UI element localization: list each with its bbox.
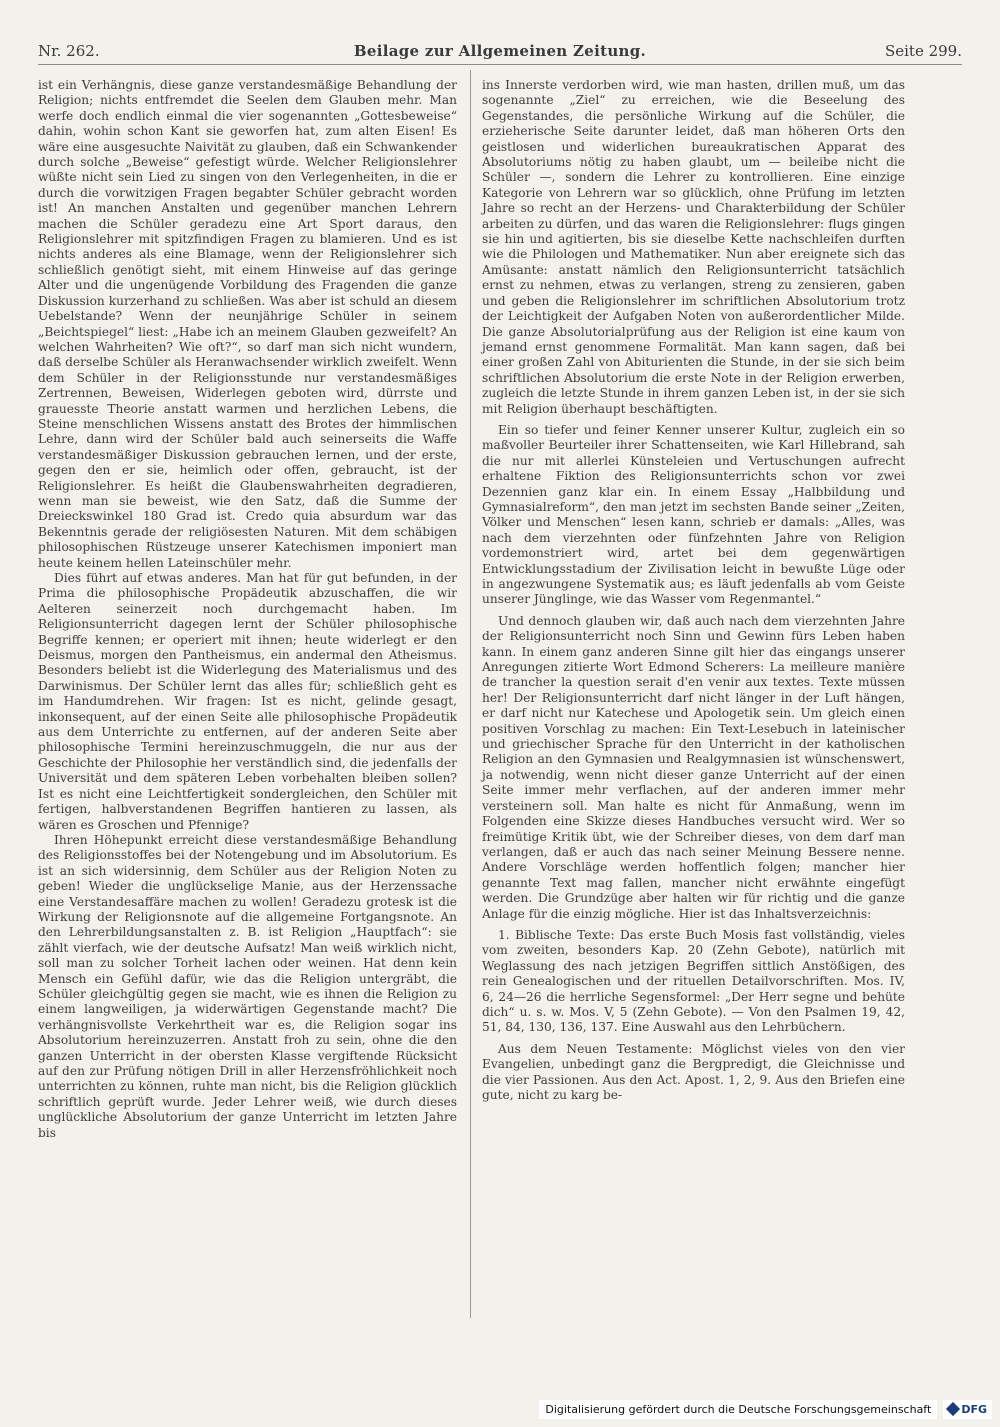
column-divider — [470, 70, 471, 1318]
issue-number: Nr. 262. — [38, 42, 100, 60]
paragraph: ins Innerste verdorben wird, wie man hasten, drillen muß, um das sogenannte „Ziel“ zu erreichen, wie die Beseelung des Gegenstandes, die persönliche Wirkung auf die Schüler, die erzieherische Seite darunter leidet, daß man höheren Orts den geistlosen und widerlichen bureaukratischen Apparat des Absolutoriums nötig zu haben glaubt, um — beileibe nicht die Schüler —, sondern die Lehrer zu kontrollieren. Eine einzige Kategorie von Lehrern war so glücklich, ohne Prüfung im letzten Jahre so recht an der Herzens- und Charakterbildung der Schüler arbeiten zu dürfen, und das waren die Religionslehrer: flugs gingen sie hin und agitierten, bis sie dieselbe Kette nachschleifen durften wie die Philologen und Mathematiker. Nun aber ereignete sich das Amüsante: anstatt nämlich den Religionsunterricht tatsächlich ernst zu nehmen, etwas zu verlangen, streng zu zensieren, gaben und geben die Religionslehrer im schriftlichen Absolutorium trotz der Leichtigkeit der Aufgaben Noten von außerordentlicher Milde. Die ganze Absolutorialprüfung aus der Religion ist eine kaum von jemand ernst genommene Formalität. Man kann sagen, daß bei einer großen Zahl von Abiturienten die Stunde, in der sie sich beim schriftlichen Absolutorium die erste Note in der Religion erwerben, zugleich die letzte Stunde in ihrem ganzen Leben ist, in der sie sich mit Religion überhaupt beschäftigten. — [482, 78, 905, 416]
dfg-logo-text: DFG — [961, 1402, 987, 1416]
paragraph: Aus dem Neuen Testamente: Möglichst vieles von den vier Evangelien, unbedingt ganz die Bergpredigt, die Gleichnisse und die vier Passionen. Aus den Act. Apost. 1, 2, 9. Aus den Briefen eine gute, nicht zu karg be- — [482, 1041, 905, 1102]
dfg-diamond-icon — [946, 1402, 960, 1416]
paragraph: Ein so tiefer und feiner Kenner unserer Kultur, zugleich ein so maßvoller Beurteiler ihrer Schattenseiten, wie Karl Hillebrand, sah die nur mit allerlei Künsteleien und Vertuschungen aufrecht erhaltene Fiktion des Religionsunterrichts schon vor zwei Dezennien ganz klar ein. In einem Essay „Halbbildung und Gymnasialreform“, den man jetzt im sechsten Bande seiner „Zeiten, Völker und Menschen“ lesen kann, schrieb er damals: „Alles, was nach dem vierzehnten oder fünfzehnten Jahre von Religion vordemonstriert wird, artet bei dem gegenwärtigen Entwicklungsstadium der Zivilisation leicht in bewußte Lüge oder in angezwungene Systematik aus; es läuft jedenfalls ab vom Geiste unserer Jünglinge, wie das Wasser vom Regenmantel.“ — [482, 422, 905, 607]
publication-title: Beilage zur Allgemeinen Zeitung. — [353, 42, 647, 60]
paragraph: Und dennoch glauben wir, daß auch nach dem vierzehnten Jahre der Religionsunterricht noch Sinn und Gewinn fürs Leben haben kann. In einem ganz anderen Sinne gilt hier das eingangs unserer Anregungen zitierte Wort Edmond Scherers: La meilleure manière de trancher la question serait d'en venir aux textes. Texte müssen her! Der Religionsunterricht darf nicht länger in der Luft hängen, er darf nicht nur Katechese und Apologetik sein. Um gleich einen positiven Vorschlag zu machen: Ein Text-Lesebuch in lateinischer und griechischer Sprache für den Unterricht in der katholischen Religion an den Gymnasien und Realgymnasien ist wünschenswert, ja notwendig, wenn nicht dieser ganze Unterricht auf der einen Seite immer mehr verflachen, auf der anderen immer mehr versteinern soll. Man halte es nicht für Anmaßung, wenn im Folgenden eine Skizze dieses Handbuches versucht wird. Wer so freimütige Kritik übt, wie der Schreiber dieses, von dem darf man verlangen, daß er auch das nach seiner Meinung Bessere nenne. Andere Vorschläge werden hoffentlich folgen; mancher hier genannte Text mag fallen, mancher nicht erwähnte eingefügt werden. Die Grundzüge aber halten wir für richtig und die ganze Anlage für die einzig mögliche. Hier ist das Inhaltsverzeichnis: — [482, 613, 905, 921]
paragraph: Ihren Höhepunkt erreicht diese verstandesmäßige Behandlung des Religionsstoffes bei der Notengebung und im Absolutorium. Es ist an sich widersinnig, dem Schüler aus der Religion Noten zu geben! Wieder die unglückselige Manie, aus der Herzenssache eine Verstandesaffäre machen zu wollen! Geradezu grotesk ist die Wirkung der Religionsnote auf die allgemeine Fortgangsnote. An den Lehrerbildungsanstalten z. B. ist Religion „Hauptfach“: sie zählt vierfach, wie der deutsche Aufsatz! Man weiß wirklich nicht, soll man zu solcher Torheit lachen oder weinen. Hat denn kein Mensch ein Gefühl dafür, wie das die Religion untergräbt, die Schüler gleichgültig gegen sie macht, wie es ihnen die Religion zu einem langweiligen, ja widerwärtigen Gegenstande macht? Die verhängnisvollste Verkehrtheit war es, die Religion sogar ins Absolutorium hereinzuzerren. Anstatt froh zu sein, ohne die den ganzen Unterricht in der obersten Klasse vergiftende Rücksicht auf den zur Prüfung nötigen Drill in aller Herzensfröhlichkeit noch unterrichten zu können, ruhte man nicht, bis die Religion glücklich schriftlich geprüft wurde. Jeder Lehrer weiß, wie durch dieses unglückliche Absolutorium der ganze Unterricht im letzten Jahre bis — [38, 832, 457, 1140]
funding-credit: Digitalisierung gefördert durch die Deutsche Forschungsgemeinschaft — [539, 1400, 937, 1419]
left-column — [38, 78, 457, 1141]
page-header — [38, 22, 962, 62]
right-column — [482, 78, 905, 1103]
paragraph: Dies führt auf etwas anderes. Man hat für gut befunden, in der Prima die philosophische Propädeutik abzuschaffen, die wir Aelteren seinerzeit noch durchgemacht haben. Im Religionsunterricht dagegen lernt der Schüler philosophische Begriffe kennen; er operiert mit ihnen; heute widerlegt er den Deismus, morgen den Pantheismus, ein andermal den Atheismus. Besonders beliebt ist die Widerlegung des Materialismus und des Darwinismus. Der Schüler lernt das alles für; schließlich geht es im Handumdrehen. Wir fragen: Ist es nicht, gelinde gesagt, inkonsequent, auf der einen Seite alle philosophische Propädeutik aus dem Unterrichte zu entfernen, auf der anderen Seite aber philosophische Termini hereinzuschmuggeln, die nur aus der Geschichte der Philosophie her verständlich sind, die jedenfalls der Universität und dem späteren Leben vorbehalten bleiben sollen? Ist es nicht eine Leichtfertigkeit sondergleichen, den Schüler mit fertigen, halbverstandenen Begriffen hantieren zu lassen, als wären es Groschen und Pfennige? — [38, 571, 457, 832]
paragraph: ist ein Verhängnis, diese ganze verstandesmäßige Behandlung der Religion; nichts entfremdet die Seelen dem Glauben mehr. Man werfe doch endlich einmal die vier sogenannten „Gottesbeweise“ dahin, wohin schon Kant sie geworfen hat, zum alten Eisen! Es wäre eine ausgesuchte Naivität zu glauben, daß ein Schwankender durch solche „Beweise“ gefestigt würde. Welcher Religionslehrer wüßte nicht sein Lied zu singen von den Verlegenheiten, in die er durch die vorwitzigen Fragen begabter Schüler gebracht worden ist! An manchen Anstalten und gegenüber manchen Lehrern machen die Schüler geradezu eine Art Sport daraus, den Religionslehrer mit spitzfindigen Fragen zu blamieren. Und es ist nichts anderes als eine Blamage, wenn der Religionslehrer sich schließlich genötigt sieht, mit einem Hinweise auf das geringe Alter und die ungenügende Vorbildung des Fragenden die ganze Diskussion kurzerhand zu schließen. Was aber ist schuld an diesem Uebelstande? Wenn der neunjährige Schüler in seinem „Beichtspiegel“ liest: „Habe ich an meinem Glauben gezweifelt? An welchen Wahrheiten? Wie oft?“, so darf man sich nicht wundern, daß derselbe Schüler als Heranwachsender wirklich zweifelt. Wenn dem Schüler in der Religionsstunde nur verstandesmäßiges Zertrennen, Beweisen, Widerlegen geboten wird, dürrste und grauesste Theorie anstatt warmen und herzlichen Lebens, die Steine menschlichen Wissens anstatt des Brotes der himmlischen Lehre, dann wird der Schüler bald auch seinerseits die Waffe verstandesmäßiger Diskussion gebrauchen lernen, und der erste, gegen den er sie, heimlich oder offen, gebraucht, ist der Religionslehrer. Es heißt die Glaubenswahrheiten degradieren, wenn man sie beweist, wie den Satz, daß die Summe der Dreieckswinkel 180 Grad ist. Credo quia absurdum war das Bekenntnis gerade der religiösesten Naturen. Mit dem schäbigen philosophischen Rüstzeuge unserer Katechismen imponiert man heute keinem hellen Lateinschüler mehr. — [38, 78, 457, 570]
digitization-footer — [539, 1399, 992, 1419]
dfg-logo — [943, 1400, 992, 1419]
page-number: Seite 299. — [884, 42, 962, 60]
paragraph: 1. Biblische Texte: Das erste Buch Mosis fast vollständig, vieles vom zweiten, besonders Kap. 20 (Zehn Gebote), natürlich mit Weglassung des nach jetzigen Begriffen sittlich Anstößigen, des rein Genealogischen und der rituellen Detailvorschriften. Mos. IV, 6, 24—26 die herrliche Segensformel: „Der Herr segne und behüte dich“ u. s. w. Mos. V, 5 (Zehn Gebote). — Von den Psalmen 19, 42, 51, 84, 130, 136, 137. Eine Auswahl aus den Lehrbüchern. — [482, 927, 905, 1035]
header-rule — [38, 64, 962, 65]
